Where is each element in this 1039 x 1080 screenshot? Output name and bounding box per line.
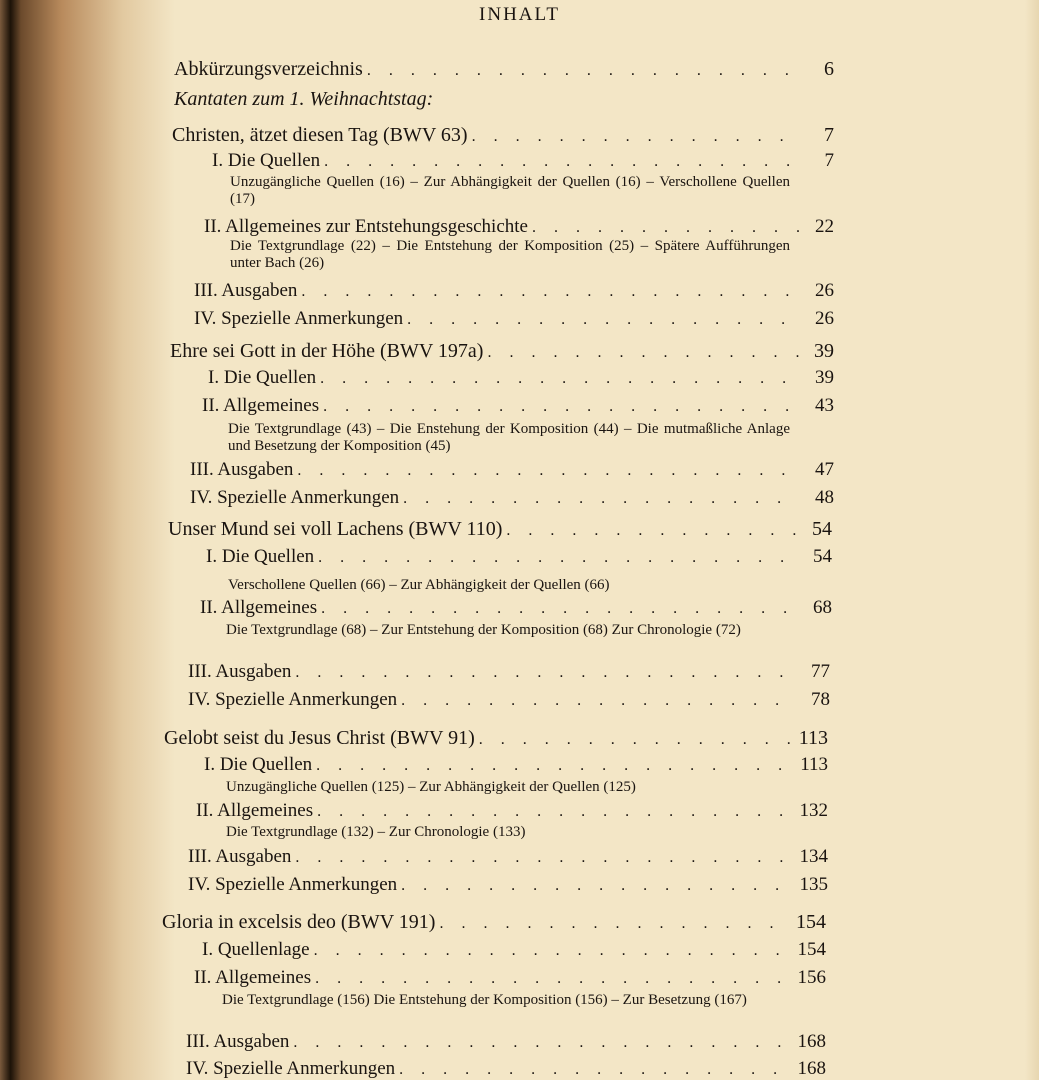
toc-subentry xyxy=(186,1031,826,1053)
entry-page: 47 xyxy=(815,459,834,480)
entry-note: Die Textgrundlage (156) Die Entstehung der Komposition (156) – Zur Besetzung (167) xyxy=(222,992,747,1008)
leader-dots xyxy=(320,370,800,388)
toc-subentry xyxy=(188,846,828,868)
leader-dots xyxy=(532,219,800,237)
leader-dots xyxy=(321,600,798,618)
toc-subentry xyxy=(194,280,834,302)
toc-subentry xyxy=(212,150,834,172)
entry-title: I. Quellenlage xyxy=(202,939,310,960)
entry-page: 135 xyxy=(799,874,828,895)
entry-note: Die Textgrundlage (132) – Zur Chronologie (133) xyxy=(226,824,526,840)
leader-dots xyxy=(317,803,794,821)
entry-title: II. Allgemeines xyxy=(202,395,320,416)
entry-title: IV. Spezielle Anmerkungen xyxy=(188,874,398,895)
toc-entry xyxy=(168,518,832,541)
entry-page: 6 xyxy=(824,58,834,80)
entry-title: Ehre sei Gott in der Höhe (BWV 197a) xyxy=(170,340,484,362)
entry-title: IV. Spezielle Anmerkungen xyxy=(188,689,398,710)
entry-page: 68 xyxy=(813,597,832,618)
entry-page: 154 xyxy=(797,939,826,960)
toc-subentry xyxy=(204,754,828,776)
toc-subentry xyxy=(188,689,830,711)
leader-dots xyxy=(399,1061,792,1079)
entry-title: IV. Spezielle Anmerkungen xyxy=(186,1058,396,1079)
entry-title: Christen, ätzet diesen Tag (BWV 63) xyxy=(172,124,468,146)
entry-page: 54 xyxy=(812,518,832,540)
entry-page: 54 xyxy=(813,546,832,567)
section-heading: Kantaten zum 1. Weihnachtstag: xyxy=(174,88,434,110)
entry-title: III. Ausgaben xyxy=(188,661,292,682)
entry-page: 26 xyxy=(815,308,834,329)
entry-page: 156 xyxy=(797,967,826,988)
toc-heading xyxy=(174,88,834,111)
toc-subentry xyxy=(186,1058,826,1080)
entry-note: Die Textgrundlage (43) – Die Enstehung der Komposition (44) – Die mutmaßliche Anlage und Besetzung der Komposition (45) xyxy=(228,421,790,454)
toc-subentry xyxy=(194,308,834,330)
entry-title: I. Die Quellen xyxy=(208,367,317,388)
leader-dots xyxy=(315,970,792,988)
entry-page: 154 xyxy=(796,911,826,933)
leader-dots xyxy=(439,915,792,933)
toc-entry xyxy=(170,340,834,363)
entry-page: 39 xyxy=(815,367,834,388)
leader-dots xyxy=(295,849,794,867)
entry-note: Die Textgrundlage (22) – Die Entstehung der Komposition (25) – Spätere Aufführungen unter Bach (26) xyxy=(230,238,790,271)
entry-title: Gloria in excelsis deo (BWV 191) xyxy=(162,911,436,933)
toc-entry xyxy=(172,124,834,147)
entry-title: III. Ausgaben xyxy=(190,459,294,480)
toc-subentry xyxy=(204,216,834,238)
leader-dots xyxy=(367,62,800,80)
entry-title: II. Allgemeines xyxy=(196,800,314,821)
entry-title: IV. Spezielle Anmerkungen xyxy=(194,308,404,329)
entry-title: IV. Spezielle Anmerkungen xyxy=(190,487,400,508)
entry-page: 43 xyxy=(815,395,834,416)
toc-subentry xyxy=(202,939,826,961)
toc-subentry xyxy=(188,661,830,683)
leader-dots xyxy=(479,731,794,749)
toc-subentry xyxy=(200,597,832,619)
entry-note: Verschollene Quellen (66) – Zur Abhängigkeit der Quellen (66) xyxy=(228,577,610,593)
leader-dots xyxy=(407,311,800,329)
leader-dots xyxy=(295,664,796,682)
leader-dots xyxy=(323,398,800,416)
entry-page: 168 xyxy=(797,1058,826,1079)
entry-page: 77 xyxy=(811,661,830,682)
entry-page: 113 xyxy=(798,727,828,749)
entry-page: 7 xyxy=(824,124,834,146)
leader-dots xyxy=(314,942,792,960)
leader-dots xyxy=(401,877,794,895)
toc-subentry xyxy=(206,546,832,568)
entry-page: 168 xyxy=(797,1031,826,1052)
leader-dots xyxy=(324,153,800,171)
toc-subentry xyxy=(202,395,834,417)
entry-title: Unser Mund sei voll Lachens (BWV 110) xyxy=(168,518,503,540)
entry-title: Gelobt seist du Jesus Christ (BWV 91) xyxy=(164,727,475,749)
entry-title: II. Allgemeines xyxy=(200,597,318,618)
entry-page: 113 xyxy=(800,754,828,775)
toc-entry xyxy=(162,911,826,934)
entry-note: Die Textgrundlage (68) – Zur Entstehung der Komposition (68) Zur Chronologie (72) xyxy=(226,622,741,638)
leader-dots xyxy=(487,344,800,362)
leader-dots xyxy=(318,549,798,567)
entry-title: III. Ausgaben xyxy=(194,280,298,301)
toc-subentry xyxy=(188,874,828,896)
entry-page: 78 xyxy=(811,689,830,710)
toc-subentry xyxy=(196,800,828,822)
leader-dots xyxy=(401,692,796,710)
toc-subentry xyxy=(208,367,834,389)
entry-page: 7 xyxy=(824,150,834,171)
leader-dots xyxy=(506,522,798,540)
leader-dots xyxy=(293,1034,792,1052)
entry-page: 22 xyxy=(815,216,834,237)
entry-title: II. Allgemeines zur Entstehungsgeschichte xyxy=(204,216,528,237)
leader-dots xyxy=(472,128,800,146)
entry-note: Unzugängliche Quellen (16) – Zur Abhängigkeit der Quellen (16) – Verschollene Quellen (17) xyxy=(230,174,790,207)
leader-dots xyxy=(403,490,800,508)
toc-subentry xyxy=(194,967,826,989)
leader-dots xyxy=(301,283,800,301)
toc-entry xyxy=(174,58,834,81)
entry-title: II. Allgemeines xyxy=(194,967,312,988)
toc-subentry xyxy=(190,459,834,481)
leader-dots xyxy=(297,462,800,480)
entry-title: I. Die Quellen xyxy=(204,754,313,775)
entry-page: 132 xyxy=(799,800,828,821)
toc-subentry xyxy=(190,487,834,509)
entry-page: 39 xyxy=(814,340,834,362)
toc-entry xyxy=(164,727,828,750)
entry-title: I. Die Quellen xyxy=(206,546,315,567)
entry-note: Unzugängliche Quellen (125) – Zur Abhängigkeit der Quellen (125) xyxy=(226,779,636,795)
entry-page: 26 xyxy=(815,280,834,301)
entry-title: III. Ausgaben xyxy=(186,1031,290,1052)
entry-page: 134 xyxy=(799,846,828,867)
leader-dots xyxy=(316,757,794,775)
entry-title: I. Die Quellen xyxy=(212,150,321,171)
entry-title: Abkürzungsverzeichnis xyxy=(174,58,363,80)
entry-page: 48 xyxy=(815,487,834,508)
page-title: INHALT xyxy=(479,4,560,25)
entry-title: III. Ausgaben xyxy=(188,846,292,867)
